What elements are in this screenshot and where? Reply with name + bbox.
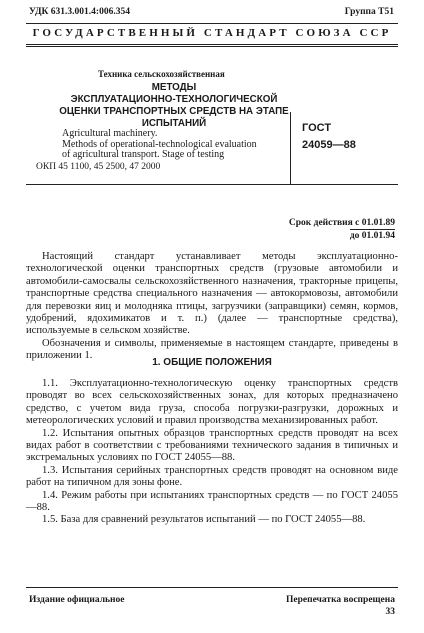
clauses-text — [26, 378, 398, 527]
intro-paragraph: Настоящий стандарт устанавливает методы эксплуатационно-технологической оценки транспортных средств (грузовые автомобили и автомобили-самосвалы сельскохозяйственного назначения, тракторные прицепы, транспортные средства специального назначения — автокормовозы, автомобили для перевозки яиц и молодняка птицы, загрузчики (заправщики) семян, кормов, удобрений, ядохимикатов и т. п.) (далее — транспортные средства), используемые в сельском хозяйстве. — [26, 251, 398, 337]
clause-paragraph: 1.1. Эксплуатационно-технологическую оценку транспортных средств проводят во всех сельскохозяйственных зонах, для которых предназначено средство, с учетом вида груза, способа погрузки-разгрузки, дорожных и метеорологических условий и правил производства механизированных работ. — [26, 378, 398, 427]
validity-from: Срок действия с 01.01.89 — [288, 218, 395, 228]
section-heading: 1. ОБЩИЕ ПОЛОЖЕНИЯ — [152, 357, 272, 368]
intro-text — [26, 251, 398, 363]
gost-designation — [302, 122, 356, 151]
document-subtitle: Техника сельскохозяйственная — [98, 69, 225, 79]
intro-paragraph: Обозначения и символы, применяемые в настоящем стандарте, приведены в приложении 1. — [26, 337, 398, 362]
gost-number: 24059—88 — [302, 139, 356, 151]
clause-paragraph: 1.4. Режим работы при испытаниях транспортных средств — по ГОСТ 24055—88. — [26, 489, 398, 514]
clause-paragraph: 1.2. Испытания опытных образцов транспортных средств проводят на всех видах работ в соответствии с требованиями технического задания в типичных и экстремальных условиях по ГОСТ 24055—88. — [26, 427, 398, 464]
edition-note: Издание официальное — [29, 595, 125, 605]
header-block-rule — [26, 184, 398, 185]
title-ru-line: МЕТОДЫ — [151, 82, 197, 93]
gost-divider — [290, 112, 291, 184]
title-russian — [58, 82, 290, 130]
title-english — [62, 129, 257, 161]
okp-codes: ОКП 45 1100, 45 2500, 47 2000 — [36, 162, 161, 172]
title-ru-line: ИСПЫТАНИЙ — [141, 118, 207, 129]
title-ru-line: ОЦЕНКИ ТРАНСПОРТНЫХ СРЕДСТВ НА ЭТАПЕ — [59, 106, 289, 117]
clause-paragraph: 1.5. База для сравнений результатов испытаний — по ГОСТ 24055—88. — [42, 514, 366, 526]
validity-period — [289, 217, 395, 242]
gost-label: ГОСТ — [302, 122, 332, 134]
title-en-line: Methods of operational-technological evaluation — [62, 138, 257, 150]
reprint-note: Перепечатка воспрещена — [285, 595, 395, 605]
page-number: 33 — [385, 607, 395, 617]
top-rule — [26, 23, 398, 24]
group-code: Группа Т51 — [344, 7, 394, 17]
footer-rule — [26, 587, 398, 588]
udk-code: УДК 631.3.001.4:006.354 — [29, 7, 130, 17]
standard-title: ГОСУДАРСТВЕННЫЙ СТАНДАРТ СОЮЗА ССР — [32, 27, 392, 39]
title-rule-thin — [26, 46, 398, 47]
validity-to: до 01.01.94 — [349, 231, 395, 241]
title-en-line: of agricultural transport. Stage of testing — [62, 149, 225, 160]
title-en-line: Agricultural machinery. — [62, 128, 158, 139]
title-ru-line: ЭКСПЛУАТАЦИОННО-ТЕХНОЛОГИЧЕСКОЙ — [70, 94, 278, 105]
clause-paragraph: 1.3. Испытания серийных транспортных средств проводят на основном виде работ на типичном для зоны фоне. — [26, 464, 398, 489]
title-rule-thick — [26, 44, 398, 45]
